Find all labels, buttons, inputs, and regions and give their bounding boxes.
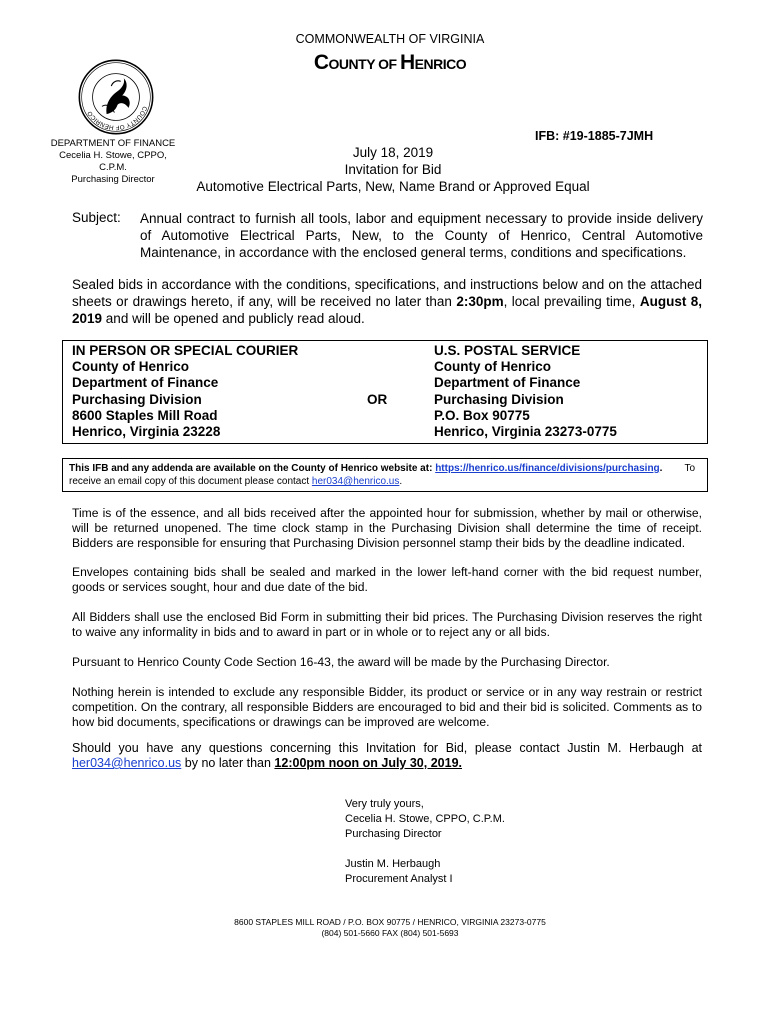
website-end: . [399,476,403,487]
signature-title2: Procurement Analyst I [345,873,453,885]
sealed-date: August 8, 2019 [72,294,703,326]
footer-phone: (804) 501-5660 FAX (804) 501-5693 [321,928,459,938]
postal-line: U.S. POSTAL SERVICE [434,343,581,358]
subject-label: Subject: [72,210,121,225]
county-title-c: C [313,51,329,74]
county-seal-logo [77,58,155,136]
sealed-part2: , local prevailing time, [503,294,640,309]
seal-text: COUNTY OF HENRICO [86,105,149,131]
bid-date: July 18, 2019 [352,145,434,160]
postal-line: P.O. Box 90775 [434,407,530,423]
courier-line: IN PERSON OR SPECIAL COURIER [72,343,299,358]
bid-header [188,144,598,195]
website-to: To [684,463,695,474]
signature-name1: Cecelia H. Stowe, CPPO, C.P.M. [345,813,505,825]
page-footer [0,917,770,939]
nothing-herein-paragraph: Nothing herein is intended to exclude any responsible Bidder, its product or service or in any way restrain or restrict competition. On the contrary, all responsible Bidders are encouraged to bid and their bid is solicited. Comments as to how bid documents, specifications or drawings can be improved are welcome. [72,685,702,729]
department-title: Purchasing Director [71,174,155,185]
email-link[interactable]: her034@henrico.us [311,476,400,487]
courier-line: 8600 Staples Mill Road [72,407,218,423]
questions-paragraph [72,741,702,771]
questions-email-link[interactable]: her034@henrico.us [72,756,182,770]
department-director: Cecelia H. Stowe, CPPO, C.P.M. [59,150,167,173]
ifb-number: IFB: #19-1885-7JMH [535,129,654,143]
department-name: DEPARTMENT OF FINANCE [50,138,176,149]
website-notice [69,462,703,488]
delivery-or: OR [367,392,388,407]
questions-part2: by no later than [181,756,275,770]
website-period: . [659,463,663,474]
county-title-h: H [400,51,415,74]
courier-line: Department of Finance [72,375,219,391]
footer-address: 8600 STAPLES MILL ROAD / P.O. BOX 90775 / HENRICO, VIRGINIA 23273-0775 [234,917,546,927]
signature-name2: Justin M. Herbaugh [345,858,441,870]
bid-form-paragraph: All Bidders shall use the enclosed Bid Form in submitting their bid prices. The Purchasing Division reserves the right to waive any informality in bids and to award in part or in whole or to reject any or all bids. [72,610,702,639]
questions-part1: Should you have any questions concerning this Invitation for Bid, please contact Justin M. Herbaugh at [72,741,702,755]
signature-title1: Purchasing Director [345,828,442,840]
bid-doc-type: Invitation for Bid [344,162,442,177]
envelopes-paragraph: Envelopes containing bids shall be sealed and marked in the lower left-hand corner with the bid request number, goods or services sought, hour and due date of the bid. [72,565,702,594]
county-code-paragraph: Pursuant to Henrico County Code Section 16-43, the award will be made by the Purchasing Director. [72,655,610,669]
county-title-enrico: ENRICO [414,56,467,72]
bid-title: Automotive Electrical Parts, New, Name Brand or Approved Equal [196,179,590,194]
signature-block [345,797,505,887]
sealed-time: 2:30pm [456,294,504,309]
website-notice-text: This IFB and any addenda are available on the County of Henrico website at: [69,463,436,474]
postal-address [434,343,617,440]
purchasing-website-link[interactable]: https://henrico.us/finance/divisions/purchasing [435,463,660,474]
sealed-bids-paragraph [72,276,702,327]
postal-line: Department of Finance [434,375,581,391]
courier-line: County of Henrico [72,359,189,375]
courier-address [72,343,298,440]
postal-line: Purchasing Division [434,391,564,407]
website-line2: receive an email copy of this document please contact [69,476,312,487]
postal-line: Henrico, Virginia 23273-0775 [434,424,617,440]
courier-line: Purchasing Division [72,391,202,407]
department-block [46,138,180,186]
signature-closing: Very truly yours, [345,798,424,810]
sealed-part1: Sealed bids in accordance with the conditions, specifications, and instructions below and on the attached sheets or drawings hereto, if any, will be received no later than [72,277,702,309]
subject-text: Annual contract to furnish all tools, labor and equipment necessary to provide inside delivery of Automotive Electrical Parts, New, to the County of Henrico, Central Automotive Maintenance, in accordance with the enclosed general terms, conditions and specifications. [140,211,703,260]
postal-line: County of Henrico [434,359,551,375]
questions-deadline: 12:00pm noon on July 30, 2019. [274,756,462,770]
sealed-part3: and will be opened and publicly read aloud. [102,311,365,326]
courier-line: Henrico, Virginia 23228 [72,424,221,440]
time-essence-paragraph: Time is of the essence, and all bids received after the appointed hour for submission, whether by mail or otherwise, will be returned unopened. The time clock stamp in the Purchasing Division shall determine the time of receipt. Bidders are responsible for ensuring that Purchasing Division personnel stamp their bids by the deadline indicated. [72,506,702,550]
commonwealth-heading: COMMONWEALTH OF VIRGINIA [295,32,485,46]
county-title-ounty-of: OUNTY OF [328,56,400,72]
